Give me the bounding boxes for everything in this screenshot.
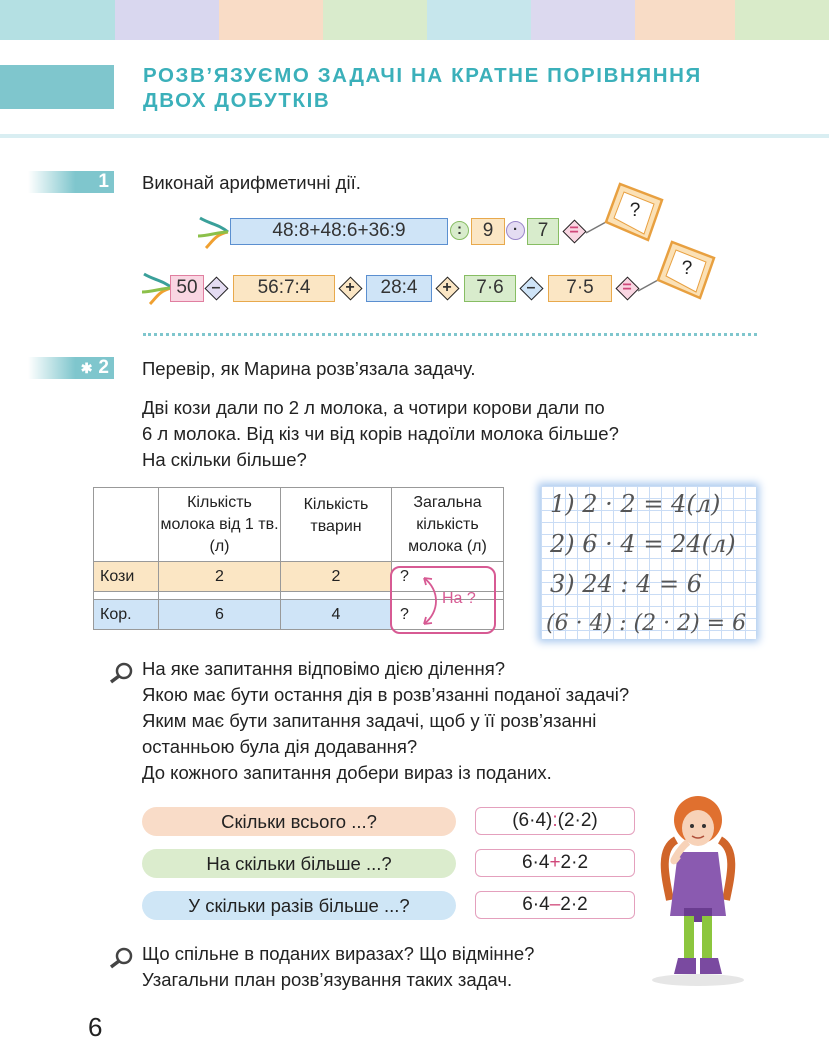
question-pill: У скільки разів більше ...? [142, 891, 456, 920]
task-2-problem: Дві кози дали по 2 л молока, а чотири корови дали по 6 л молока. Від кіз чи від корів надоїли молока більше? На скільки більше? [142, 397, 619, 470]
expression-box: 28:4 [366, 275, 432, 302]
question-pill: На скільки більше ...? [142, 849, 456, 878]
header-stripe [219, 0, 323, 40]
header-stripe [635, 0, 735, 40]
operator-minus: – [211, 279, 221, 296]
header-accent-bar [0, 65, 114, 109]
question-text: До кожного запитання добери вираз із поданих. [142, 762, 552, 783]
section-divider [143, 333, 757, 336]
kite-question: ? [681, 258, 693, 279]
final-question: Що спільне в поданих виразах? Що відмінне? [142, 943, 535, 964]
operator-multiply: · [506, 221, 525, 240]
question-pill: Скільки всього ...? [142, 807, 456, 836]
question-text: останньою була дія додавання? [142, 736, 418, 757]
final-question: Узагальни план розв’язування таких задач. [142, 969, 513, 990]
page-number: 6 [88, 1012, 103, 1042]
solution-line: 3) 24 : 4 = 6 [550, 570, 703, 598]
table-header-cell: Загальна кількість молока (л) [392, 488, 504, 562]
solution-line: (6 · 4) : (2 · 2) = 6 [546, 611, 747, 636]
kite-tail-icon [196, 214, 230, 250]
table-header-cell: Кількість тварин [281, 488, 392, 562]
page-title: РОЗВ’ЯЗУЄМО ЗАДАЧІ НА КРАТНЕ ПОРІВНЯННЯ ДВОХ ДОБУТКІВ [143, 64, 702, 112]
header-stripe [427, 0, 531, 40]
question-text: На яке запитання відповімо дією ділення? [142, 658, 506, 679]
header-stripe [115, 0, 219, 40]
solution-line: 1) 2 · 2 = 4(л) [550, 490, 721, 518]
solution-line: 2) 6 · 4 = 24(л) [550, 530, 736, 558]
expression-box: 7·6 [464, 275, 516, 302]
girl-illustration [648, 790, 748, 986]
compare-arrow-icon [418, 574, 444, 628]
expression-box: 48:8+48:6+36:9 [230, 218, 448, 245]
task-1-number: 1 [28, 171, 114, 193]
table-header-cell: Кількість молока від 1 тв. (л) [159, 488, 281, 562]
header-stripe [531, 0, 635, 40]
kite-question: ? [629, 200, 641, 221]
operator-minus: – [526, 279, 536, 296]
operator-plus: + [442, 279, 452, 296]
task-2-intro: Перевір, як Марина розв’язала задачу. [142, 358, 476, 379]
value-box: 7 [527, 218, 559, 245]
operator-plus: + [345, 279, 355, 296]
magnifier-icon [108, 662, 134, 684]
expression-box: 56:7:4 [233, 275, 335, 302]
task-1-instruction: Виконай арифметичні дії. [142, 172, 361, 193]
question-text: Якою має бути остання дія в розв’язанні поданої задачі? [142, 684, 630, 705]
header-stripe [323, 0, 427, 40]
question-text: Яким має бути запитання задачі, щоб у її розв’язанні [142, 710, 597, 731]
expression-box: 7·5 [548, 275, 612, 302]
header-stripe [735, 0, 829, 40]
task-2-number: ✱ 2 [28, 357, 114, 379]
header-divider [0, 134, 829, 138]
sparkle-icon: ✱ [80, 360, 93, 376]
value-box: 9 [471, 218, 505, 245]
operator-divide: : [450, 221, 469, 240]
magnifier-icon [108, 947, 134, 969]
table-row: Кор. 6 4 ? [94, 600, 504, 630]
header-stripe [0, 0, 115, 40]
expression-option: (6·4):(2·2) [475, 807, 635, 835]
equals-sign: = [622, 279, 632, 296]
table-header-cell [94, 488, 159, 562]
equals-sign: = [569, 222, 579, 239]
value-box: 50 [170, 275, 204, 302]
table-row: Кози 2 2 ? [94, 562, 504, 592]
kite-tail-icon [140, 270, 174, 306]
expression-option: 6·4+2·2 [475, 849, 635, 877]
bracket-label: На ? [442, 590, 476, 607]
expression-option: 6·4–2·2 [475, 891, 635, 919]
